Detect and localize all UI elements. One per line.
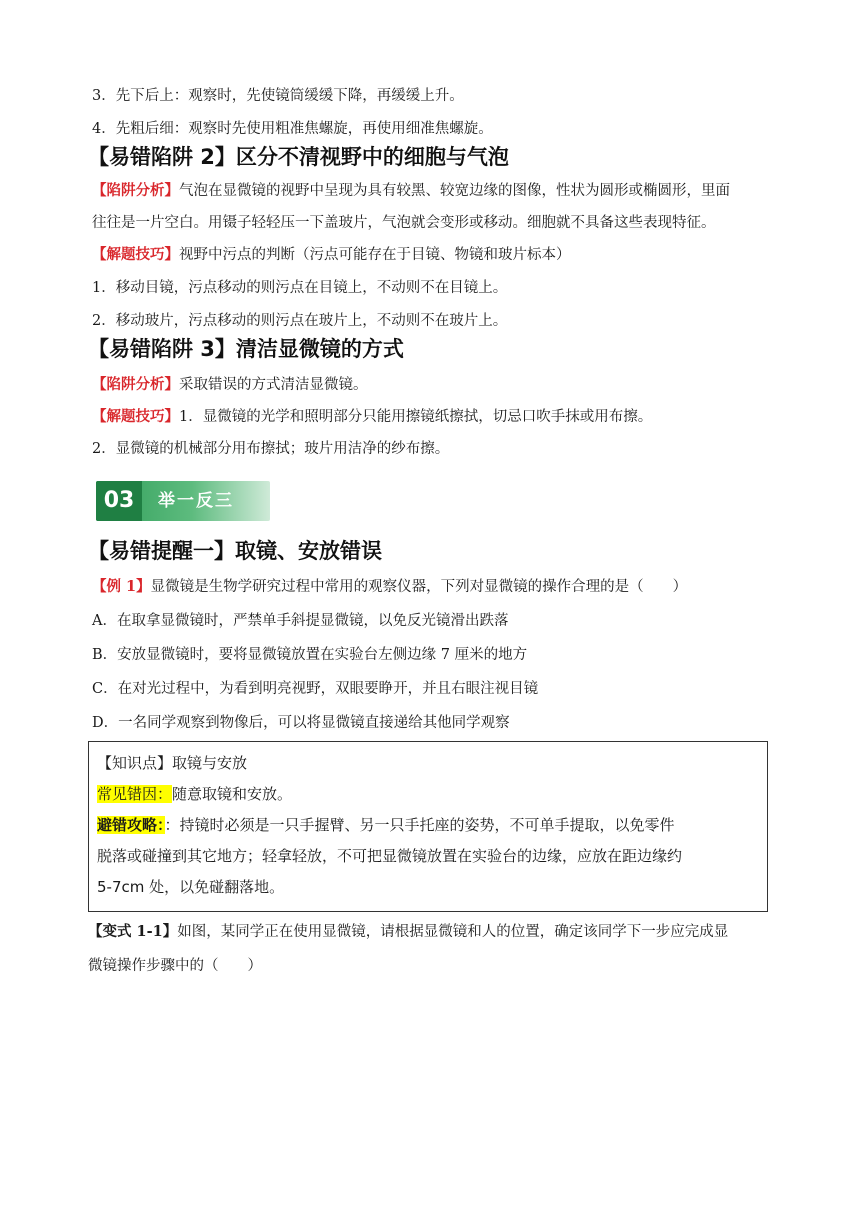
trap-3-tip-2: 2．显微镜的机械部分用布擦拭；玻片用洁净的纱布擦。: [92, 441, 450, 457]
trap-2-tip-1: 1．移动目镜，污点移动的则污点在目镜上，不动则不在目镜上。: [92, 280, 508, 296]
example-1-option-c: C．在对光过程中，为看到明亮视野，双眼要睁开，并且右眼注视目镜: [92, 681, 539, 697]
trap-2-analysis-line-1: [92, 181, 782, 201]
knowledge-point-box: [88, 741, 768, 912]
reminder-1-heading: 【易错提醒一】取镜、安放错误: [88, 539, 382, 563]
trap-2-analysis-line-2: 往往是一片空白。用镊子轻轻压一下盖玻片，气泡就会变形或移动。细胞就不具备这些表现特征。: [92, 215, 716, 231]
trap-2-tips-tag: 【解题技巧】: [92, 246, 179, 263]
strategy-line-1: [97, 810, 767, 841]
example-1-question: 显微镜是生物学研究过程中常用的观察仪器，下列对显微镜的操作合理的是（ ）: [150, 579, 688, 595]
knowledge-point-title: 【知识点】取镜与安放: [97, 754, 248, 772]
trap-3-analysis-text: 采取错误的方式清洁显微镜。: [179, 377, 368, 393]
trap-2-analysis-tag: 【陷阱分析】: [92, 182, 179, 199]
step-4-text: 4．先粗后细：观察时先使用粗准焦螺旋，再使用细准焦螺旋。: [92, 121, 493, 137]
section-banner: [96, 481, 270, 521]
trap-3-tips-text: 1．显微镜的光学和照明部分只能用擦镜纸擦拭，切忌口吹手抹或用布擦。: [179, 409, 653, 425]
example-1-question-line: [92, 577, 782, 597]
trap-2-analysis-text-1: 气泡在显微镜的视野中呈现为具有较黑、较宽边缘的图像，性状为圆形或椭圆形，里面: [179, 183, 730, 199]
example-1-option-d: D．一名同学观察到物像后，可以将显微镜直接递给其他同学观察: [92, 715, 510, 731]
document-page: [88, 86, 782, 976]
common-error-line: [97, 779, 767, 810]
step-3-text: 3．先下后上：观察时，先使镜筒缓缓下降，再缓缓上升。: [92, 88, 464, 104]
common-error-text: 随意取镜和安放。: [172, 785, 293, 803]
trap-2-tip-2: 2．移动玻片，污点移动的则污点在玻片上，不动则不在玻片上。: [92, 313, 508, 329]
strategy-text-1: ：持镜时必须是一只手握臂、另一只手托座的姿势，不可单手提取，以免零件: [164, 816, 675, 834]
trap-3-tips-line: [92, 407, 782, 427]
trap-2-tips-text: 视野中污点的判断（污点可能存在于目镜、物镜和玻片标本）: [179, 247, 571, 263]
strategy-line-3: 5-7cm 处，以免碰翻落地。: [97, 878, 285, 896]
trap-2-heading: 【易错陷阱 2】区分不清视野中的细胞与气泡: [88, 145, 509, 169]
section-banner-label: 举一反三: [158, 491, 234, 511]
trap-3-analysis-tag: 【陷阱分析】: [92, 376, 179, 393]
strategy-line-2: 脱落或碰撞到其它地方；轻拿轻放，不可把显微镜放置在实验台的边缘，应放在距边缘约: [97, 847, 683, 865]
variant-1-1-tag: 【变式 1-1】: [88, 923, 178, 940]
variant-1-1-line-1: [88, 922, 782, 942]
trap-3-tips-tag: 【解题技巧】: [92, 408, 179, 425]
trap-2-tips-line: [92, 245, 782, 265]
trap-3-analysis-line: [92, 375, 782, 395]
section-banner-number: 03: [96, 481, 142, 521]
variant-1-1-line-2: 微镜操作步骤中的（ ）: [88, 958, 262, 974]
example-1-option-a: A．在取拿显微镜时，严禁单手斜提显微镜，以免反光镜滑出跌落: [92, 613, 509, 629]
example-1-option-b: B．安放显微镜时，要将显微镜放置在实验台左侧边缘 7 厘米的地方: [92, 647, 528, 663]
trap-3-heading: 【易错陷阱 3】清洁显微镜的方式: [88, 337, 404, 361]
example-1-tag: 【例 1】: [92, 578, 151, 595]
strategy-tag: 避错攻略：: [97, 816, 165, 834]
variant-1-1-text-1: 如图，某同学正在使用显微镜，请根据显微镜和人的位置，确定该同学下一步应完成显: [177, 924, 729, 940]
common-error-tag: 常见错因：: [97, 785, 173, 803]
